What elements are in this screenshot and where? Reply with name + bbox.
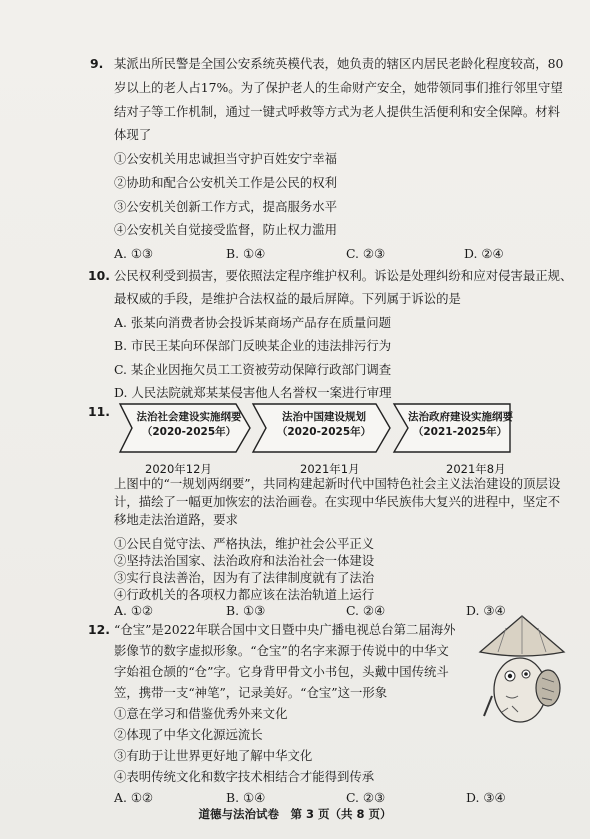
timeline-date: 2021年8月 [446, 462, 506, 476]
option-b[interactable]: B. ①④ [226, 246, 266, 261]
option-c[interactable]: C. ②④ [346, 603, 386, 618]
statement: ②坚持法治国家、法治政府和法治社会一体建设 [114, 553, 375, 568]
statement: ④表明传统文化和数字技术相结合才能得到传承 [114, 769, 375, 784]
question-text-line: 最权威的手段，是维护合法权益的最后屏障。下列属于诉讼的是 [114, 291, 461, 306]
cangbao-mascot-image [476, 612, 568, 728]
question-text-line: 结对子等工作机制，通过一键式呼救等方式为老人提供生活便利和安全保障。材料 [114, 104, 561, 119]
question-text-line: 影像节的数字虚拟形象。“仓宝”的名字来源于传说中的中华文 [114, 643, 449, 658]
option-a[interactable]: A. ①② [114, 790, 154, 805]
box-title: 法治中国建设规划 [282, 411, 366, 423]
option-d[interactable]: D. ③④ [466, 603, 506, 618]
question-text-line: 字始祖仓颉的“仓”字。它身背甲骨文小书包，头戴中国传统斗 [114, 664, 449, 679]
statement: ①公安机关用忠诚担当守护百姓安宁幸福 [114, 151, 338, 166]
question-text-line: 体现了 [114, 127, 152, 142]
timeline-box-3 [408, 410, 512, 440]
option-d[interactable]: D. 人民法院就郑某某侵害他人名誉权一案进行审理 [114, 385, 392, 400]
question-text-line: 某派出所民警是全国公安系统英模代表，她负责的辖区内居民老龄化程度较高，80 [114, 56, 564, 71]
statement: ①公民自觉守法、严格执法，维护社会公平正义 [114, 536, 375, 551]
statement: ①意在学习和借鉴优秀外来文化 [114, 706, 288, 721]
statement: ④行政机关的各项权力都应该在法治轨道上运行 [114, 587, 375, 602]
option-a[interactable]: A. ①② [114, 603, 154, 618]
option-a[interactable]: A. 张某向消费者协会投诉某商场产品存在质量问题 [114, 315, 392, 330]
question-text-line: 岁以上的老人占17%。为了保护老人的生命财产安全，她带领同事们推行邻里守望 [114, 80, 563, 95]
timeline-date: 2020年12月 [145, 462, 212, 476]
question-text-line: 笠，携带一支“神笔”，记录美好。“仓宝”这一形象 [114, 685, 388, 700]
option-a[interactable]: A. ①③ [114, 246, 154, 261]
box-years: （2020-2025年） [141, 426, 237, 438]
question-text-line: 上图中的“一规划两纲要”，共同构建起新时代中国特色社会主义法治建设的顶层设 [114, 476, 561, 491]
statement: ④公安机关自觉接受监督，防止权力滥用 [114, 222, 338, 237]
option-b[interactable]: B. ①③ [226, 603, 266, 618]
question-number: 9. [90, 56, 104, 71]
question-text-line: “仓宝”是2022年联合国中文日暨中央广播电视总台第二届海外 [114, 622, 456, 637]
statement: ③实行良法善治，因为有了法律制度就有了法治 [114, 570, 375, 585]
timeline-box-2 [268, 410, 380, 440]
option-c[interactable]: C. ②③ [346, 790, 386, 805]
statement: ③有助于让世界更好地了解中华文化 [114, 748, 313, 763]
statement: ②体现了中华文化源远流长 [114, 727, 263, 742]
statement: ②协助和配合公安机关工作是公民的权利 [114, 175, 338, 190]
question-number: 10. [88, 268, 110, 283]
question-number: 11. [88, 404, 110, 419]
option-c[interactable]: C. 某企业因拖欠员工工资被劳动保障行政部门调查 [114, 362, 392, 377]
timeline-date: 2021年1月 [300, 462, 360, 476]
question-text-line: 移地走法治道路，要求 [114, 512, 238, 527]
box-title: 法治政府建设实施纲要 [408, 411, 513, 423]
option-d[interactable]: D. ②④ [464, 246, 504, 261]
statement: ③公安机关创新工作方式，提高服务水平 [114, 199, 338, 214]
timeline-box-1 [134, 410, 244, 440]
option-b[interactable]: B. ①④ [226, 790, 266, 805]
option-c[interactable]: C. ②③ [346, 246, 386, 261]
question-text-line: 计，描绘了一幅更加恢宏的法治画卷。在实现中华民族伟大复兴的进程中，坚定不 [114, 494, 561, 509]
question-number: 12. [88, 622, 110, 637]
question-text-line: 公民权利受到损害，要依照法定程序维护权利。诉讼是处理纠纷和应对侵害最正规、 [114, 268, 573, 283]
box-years: （2021-2025年） [412, 426, 508, 438]
page-footer: 道德与法治试卷 第 3 页（共 8 页） [198, 807, 392, 821]
box-title: 法治社会建设实施纲要 [136, 411, 242, 423]
option-b[interactable]: B. 市民王某向环保部门反映某企业的违法排污行为 [114, 338, 392, 353]
box-years: （2020-2025年） [276, 426, 372, 438]
policy-timeline-diagram [118, 402, 513, 456]
option-d[interactable]: D. ③④ [466, 790, 506, 805]
